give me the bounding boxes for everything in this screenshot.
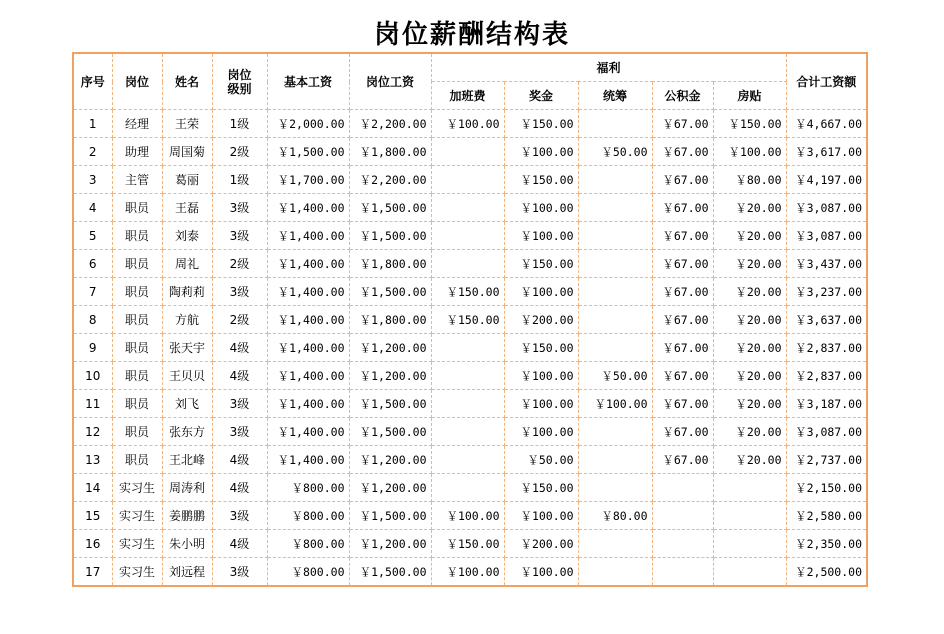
cell-base-pay: ￥1,500.00 [267,138,349,166]
cell-position-pay: ￥1,200.00 [349,530,431,558]
cell-overtime [431,362,504,390]
cell-level: 2级 [212,306,267,334]
cell-base-pay: ￥1,700.00 [267,166,349,194]
cell-housing-allowance [713,530,786,558]
cell-housing-fund: ￥67.00 [652,334,713,362]
cell-level: 3级 [212,558,267,587]
cell-base-pay: ￥800.00 [267,474,349,502]
cell-housing-allowance: ￥20.00 [713,390,786,418]
cell-level: 3级 [212,194,267,222]
cell-pooled: ￥50.00 [578,138,652,166]
cell-housing-fund [652,502,713,530]
cell-overtime: ￥150.00 [431,278,504,306]
cell-level: 3级 [212,278,267,306]
cell-level: 2级 [212,138,267,166]
cell-housing-fund: ￥67.00 [652,278,713,306]
cell-total: ￥3,087.00 [786,222,867,250]
cell-position: 主管 [112,166,162,194]
cell-name: 张东方 [162,418,212,446]
cell-housing-allowance: ￥20.00 [713,334,786,362]
cell-name: 陶莉莉 [162,278,212,306]
cell-level: 4级 [212,474,267,502]
cell-total: ￥4,197.00 [786,166,867,194]
table-row [73,334,867,362]
cell-overtime [431,474,504,502]
cell-pooled [578,334,652,362]
cell-overtime: ￥100.00 [431,110,504,138]
table-row [73,166,867,194]
cell-name: 王贝贝 [162,362,212,390]
cell-overtime [431,334,504,362]
cell-base-pay: ￥2,000.00 [267,110,349,138]
salary-table [72,52,868,587]
cell-pooled [578,418,652,446]
cell-seq: 15 [73,502,112,530]
cell-position: 职员 [112,334,162,362]
cell-position: 实习生 [112,530,162,558]
cell-position: 职员 [112,194,162,222]
cell-bonus: ￥100.00 [504,138,578,166]
table-row [73,502,867,530]
cell-total: ￥2,500.00 [786,558,867,587]
cell-level: 4级 [212,362,267,390]
cell-total: ￥3,237.00 [786,278,867,306]
cell-overtime [431,390,504,418]
header-position-pay: 岗位工资 [349,53,431,110]
cell-position: 职员 [112,222,162,250]
cell-seq: 13 [73,446,112,474]
page-title: 岗位薪酬结构表 [373,20,570,50]
cell-housing-allowance: ￥80.00 [713,166,786,194]
cell-housing-fund: ￥67.00 [652,222,713,250]
header-position: 岗位 [112,53,162,110]
cell-overtime [431,222,504,250]
cell-bonus: ￥150.00 [504,334,578,362]
cell-name: 刘飞 [162,390,212,418]
cell-base-pay: ￥1,400.00 [267,418,349,446]
table-row [73,110,867,138]
cell-level: 3级 [212,418,267,446]
cell-overtime: ￥150.00 [431,306,504,334]
cell-pooled [578,166,652,194]
cell-name: 姜鹏鹏 [162,502,212,530]
cell-seq: 17 [73,558,112,587]
header-level [212,53,267,110]
cell-name: 方航 [162,306,212,334]
header-level-line1: 岗位 [227,67,252,82]
cell-base-pay: ￥1,400.00 [267,390,349,418]
cell-position-pay: ￥1,800.00 [349,138,431,166]
cell-base-pay: ￥1,400.00 [267,306,349,334]
cell-position: 职员 [112,390,162,418]
cell-position: 实习生 [112,558,162,587]
cell-total: ￥2,580.00 [786,502,867,530]
cell-housing-fund: ￥67.00 [652,446,713,474]
cell-housing-allowance: ￥100.00 [713,138,786,166]
cell-pooled: ￥80.00 [578,502,652,530]
cell-bonus: ￥100.00 [504,362,578,390]
cell-housing-allowance: ￥20.00 [713,306,786,334]
cell-position-pay: ￥1,500.00 [349,502,431,530]
header-pooled: 统筹 [578,82,652,110]
cell-housing-fund [652,530,713,558]
table-row [73,390,867,418]
cell-total: ￥3,087.00 [786,194,867,222]
cell-level: 1级 [212,166,267,194]
cell-housing-fund: ￥67.00 [652,194,713,222]
cell-position: 职员 [112,362,162,390]
cell-name: 周涛利 [162,474,212,502]
cell-housing-allowance: ￥20.00 [713,362,786,390]
cell-housing-fund: ￥67.00 [652,138,713,166]
cell-level: 3级 [212,222,267,250]
cell-base-pay: ￥1,400.00 [267,194,349,222]
cell-position-pay: ￥1,500.00 [349,278,431,306]
cell-level: 4级 [212,334,267,362]
cell-level: 1级 [212,110,267,138]
cell-position: 职员 [112,418,162,446]
header-housing-fund: 公积金 [652,82,713,110]
cell-bonus: ￥150.00 [504,166,578,194]
cell-total: ￥2,350.00 [786,530,867,558]
cell-seq: 3 [73,166,112,194]
cell-base-pay: ￥1,400.00 [267,222,349,250]
cell-seq: 9 [73,334,112,362]
cell-base-pay: ￥1,400.00 [267,362,349,390]
cell-total: ￥3,617.00 [786,138,867,166]
cell-seq: 7 [73,278,112,306]
cell-housing-fund: ￥67.00 [652,166,713,194]
cell-pooled [578,446,652,474]
table-row [73,530,867,558]
cell-seq: 16 [73,530,112,558]
header-bonus: 奖金 [504,82,578,110]
cell-bonus: ￥100.00 [504,502,578,530]
cell-bonus: ￥200.00 [504,530,578,558]
cell-base-pay: ￥1,400.00 [267,334,349,362]
cell-housing-allowance: ￥20.00 [713,278,786,306]
cell-seq: 1 [73,110,112,138]
cell-position-pay: ￥1,200.00 [349,474,431,502]
cell-bonus: ￥100.00 [504,418,578,446]
cell-seq: 2 [73,138,112,166]
cell-pooled [578,558,652,587]
cell-name: 刘远程 [162,558,212,587]
cell-pooled [578,306,652,334]
table-row [73,250,867,278]
cell-pooled: ￥50.00 [578,362,652,390]
cell-base-pay: ￥800.00 [267,530,349,558]
cell-position-pay: ￥1,200.00 [349,334,431,362]
cell-bonus: ￥150.00 [504,474,578,502]
cell-name: 周礼 [162,250,212,278]
table-row [73,418,867,446]
cell-housing-allowance [713,474,786,502]
cell-pooled: ￥100.00 [578,390,652,418]
cell-housing-fund: ￥67.00 [652,418,713,446]
cell-position-pay: ￥1,500.00 [349,558,431,587]
table-row [73,278,867,306]
table-row [73,474,867,502]
cell-name: 朱小明 [162,530,212,558]
cell-position: 职员 [112,446,162,474]
table-row [73,446,867,474]
cell-level: 2级 [212,250,267,278]
cell-total: ￥3,087.00 [786,418,867,446]
cell-housing-allowance [713,558,786,587]
cell-total: ￥3,437.00 [786,250,867,278]
cell-name: 王磊 [162,194,212,222]
table-row [73,222,867,250]
cell-housing-allowance [713,502,786,530]
table-body [73,110,867,587]
cell-name: 葛丽 [162,166,212,194]
cell-housing-fund: ￥67.00 [652,110,713,138]
cell-position-pay: ￥1,500.00 [349,390,431,418]
cell-position: 职员 [112,250,162,278]
cell-level: 3级 [212,390,267,418]
cell-housing-fund [652,474,713,502]
cell-housing-fund: ￥67.00 [652,306,713,334]
cell-position-pay: ￥1,800.00 [349,250,431,278]
cell-position: 职员 [112,278,162,306]
cell-bonus: ￥100.00 [504,222,578,250]
cell-position-pay: ￥1,500.00 [349,418,431,446]
cell-bonus: ￥100.00 [504,194,578,222]
cell-overtime: ￥100.00 [431,502,504,530]
header-overtime: 加班费 [431,82,504,110]
cell-housing-allowance: ￥20.00 [713,418,786,446]
cell-housing-allowance: ￥20.00 [713,194,786,222]
cell-position-pay: ￥1,200.00 [349,446,431,474]
cell-pooled [578,474,652,502]
table-row [73,558,867,587]
cell-position: 经理 [112,110,162,138]
cell-position: 职员 [112,306,162,334]
header-level-line2: 级别 [227,81,252,96]
cell-seq: 5 [73,222,112,250]
cell-total: ￥2,737.00 [786,446,867,474]
cell-overtime [431,138,504,166]
cell-name: 张天宇 [162,334,212,362]
cell-level: 4级 [212,530,267,558]
cell-overtime [431,446,504,474]
cell-position: 实习生 [112,474,162,502]
cell-base-pay: ￥1,400.00 [267,446,349,474]
cell-level: 3级 [212,502,267,530]
cell-overtime: ￥100.00 [431,558,504,587]
header-base-pay: 基本工资 [267,53,349,110]
cell-overtime [431,166,504,194]
header-total: 合计工资额 [786,53,867,110]
cell-overtime [431,194,504,222]
cell-seq: 10 [73,362,112,390]
cell-pooled [578,222,652,250]
cell-housing-fund: ￥67.00 [652,250,713,278]
cell-housing-allowance: ￥20.00 [713,222,786,250]
cell-seq: 6 [73,250,112,278]
cell-base-pay: ￥1,400.00 [267,278,349,306]
cell-seq: 8 [73,306,112,334]
table-row [73,138,867,166]
cell-bonus: ￥200.00 [504,306,578,334]
cell-position-pay: ￥2,200.00 [349,110,431,138]
cell-base-pay: ￥1,400.00 [267,250,349,278]
cell-position: 实习生 [112,502,162,530]
cell-position: 助理 [112,138,162,166]
cell-total: ￥2,837.00 [786,334,867,362]
cell-name: 刘泰 [162,222,212,250]
cell-overtime: ￥150.00 [431,530,504,558]
cell-pooled [578,278,652,306]
header-welfare: 福利 [431,53,786,82]
cell-seq: 12 [73,418,112,446]
cell-position-pay: ￥1,800.00 [349,306,431,334]
cell-total: ￥4,667.00 [786,110,867,138]
cell-pooled [578,194,652,222]
cell-seq: 14 [73,474,112,502]
cell-name: 周国菊 [162,138,212,166]
cell-position-pay: ￥1,500.00 [349,194,431,222]
cell-total: ￥3,187.00 [786,390,867,418]
header-housing-allowance: 房贴 [713,82,786,110]
cell-position-pay: ￥2,200.00 [349,166,431,194]
cell-bonus: ￥50.00 [504,446,578,474]
cell-bonus: ￥100.00 [504,390,578,418]
cell-position-pay: ￥1,500.00 [349,222,431,250]
cell-bonus: ￥100.00 [504,558,578,587]
cell-bonus: ￥100.00 [504,278,578,306]
cell-pooled [578,250,652,278]
cell-seq: 11 [73,390,112,418]
cell-pooled [578,110,652,138]
cell-overtime [431,250,504,278]
cell-overtime [431,418,504,446]
cell-name: 王荣 [162,110,212,138]
cell-base-pay: ￥800.00 [267,558,349,587]
cell-position-pay: ￥1,200.00 [349,362,431,390]
cell-housing-fund [652,558,713,587]
cell-total: ￥2,837.00 [786,362,867,390]
cell-housing-allowance: ￥20.00 [713,446,786,474]
cell-housing-allowance: ￥150.00 [713,110,786,138]
cell-bonus: ￥150.00 [504,110,578,138]
cell-pooled [578,530,652,558]
cell-level: 4级 [212,446,267,474]
table-row [73,194,867,222]
cell-housing-allowance: ￥20.00 [713,250,786,278]
cell-seq: 4 [73,194,112,222]
header-name: 姓名 [162,53,212,110]
cell-total: ￥3,637.00 [786,306,867,334]
cell-total: ￥2,150.00 [786,474,867,502]
cell-housing-fund: ￥67.00 [652,362,713,390]
cell-name: 王北峰 [162,446,212,474]
cell-base-pay: ￥800.00 [267,502,349,530]
cell-bonus: ￥150.00 [504,250,578,278]
cell-housing-fund: ￥67.00 [652,390,713,418]
table-row [73,362,867,390]
table-row [73,306,867,334]
header-seq: 序号 [73,53,112,110]
